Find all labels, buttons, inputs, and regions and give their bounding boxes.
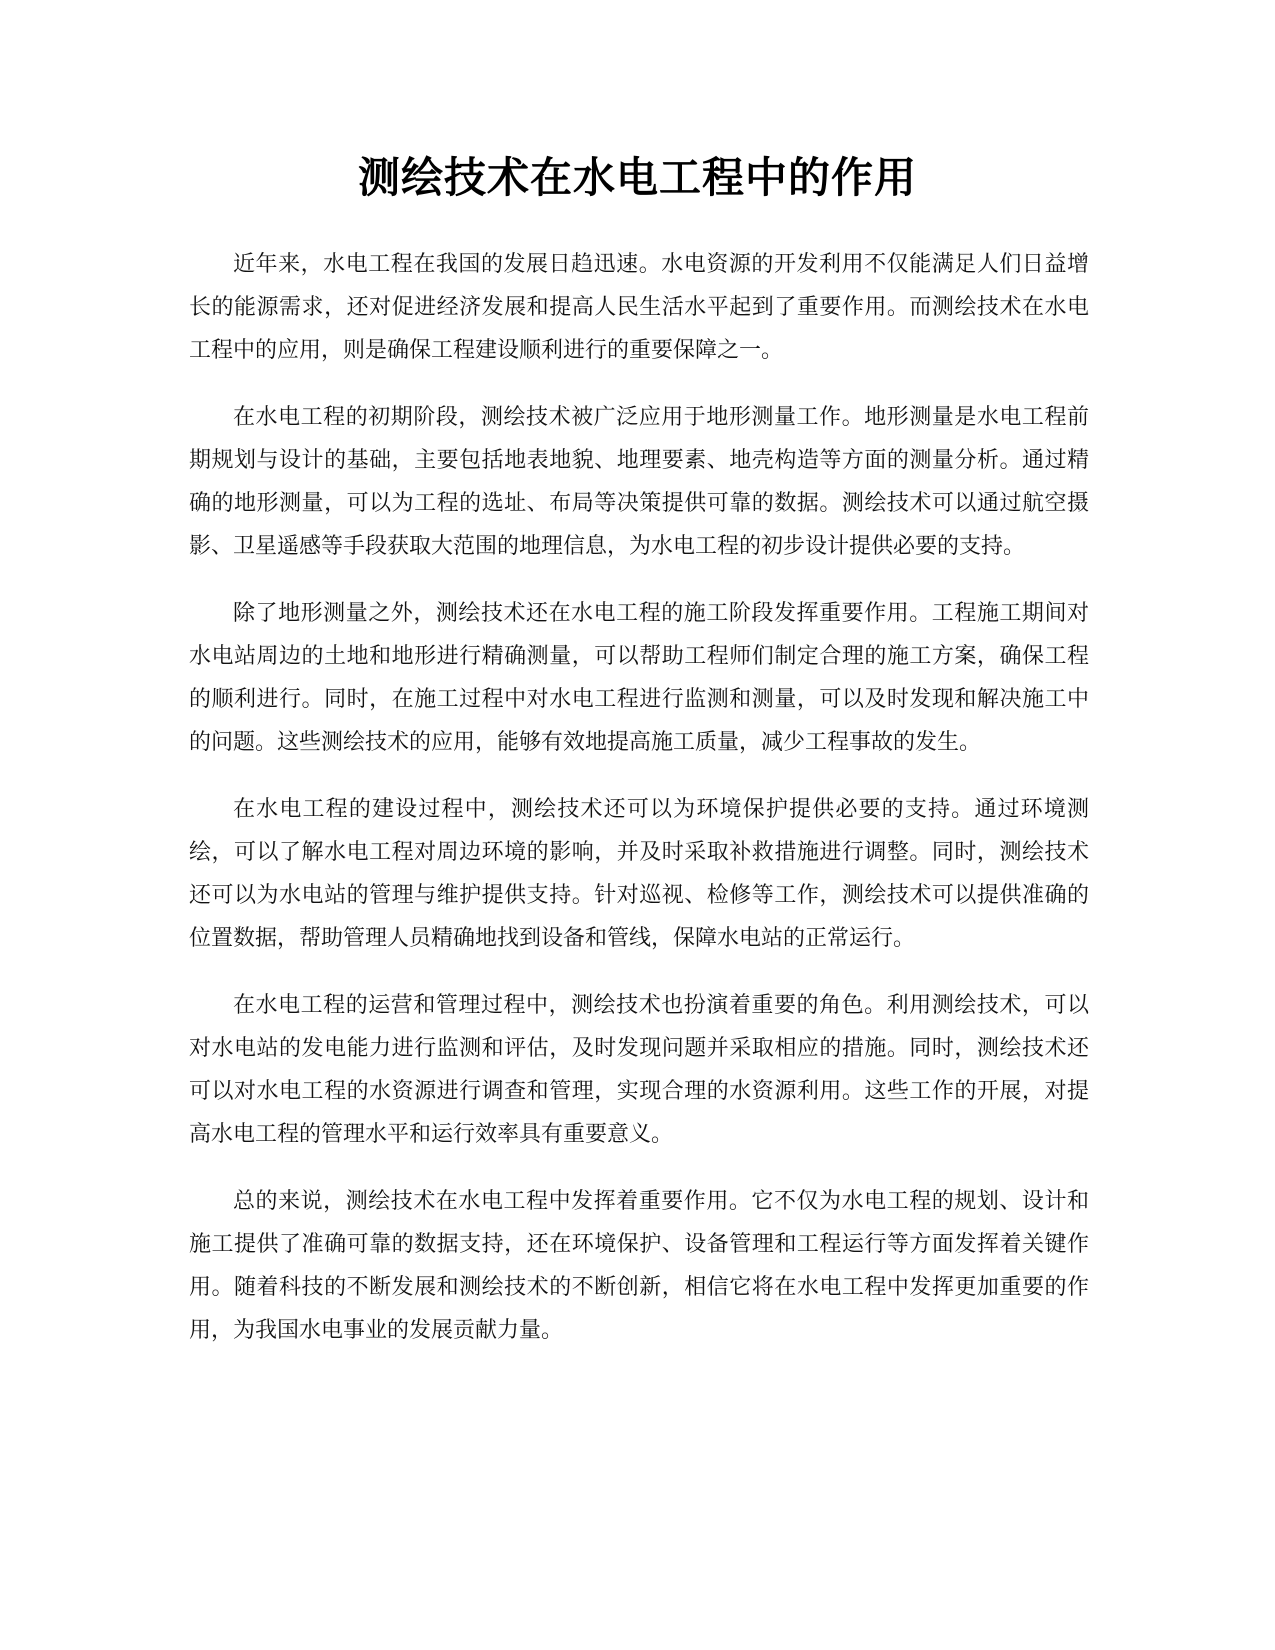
paragraph-1: 近年来，水电工程在我国的发展日趋迅速。水电资源的开发利用不仅能满足人们日益增长的能源需求，还对促进经济发展和提高人民生活水平起到了重要作用。而测绘技术在水电工程中的应用，则是确保工程建设顺利进行的重要保障之一。: [189, 252, 1089, 363]
document-title: 测绘技术在水电工程中的作用: [357, 153, 917, 202]
paragraph-2: 在水电工程的初期阶段，测绘技术被广泛应用于地形测量工作。地形测量是水电工程前期规划与设计的基础，主要包括地表地貌、地理要素、地壳构造等方面的测量分析。通过精确的地形测量，可以为工程的选址、布局等决策提供可靠的数据。测绘技术可以通过航空摄影、卫星遥感等手段获取大范围的地理信息，为水电工程的初步设计提供必要的支持。: [189, 405, 1089, 559]
paragraph-5: 在水电工程的运营和管理过程中，测绘技术也扮演着重要的角色。利用测绘技术，可以对水电站的发电能力进行监测和评估，及时发现问题并采取相应的措施。同时，测绘技术还可以对水电工程的水资源进行调查和管理，实现合理的水资源利用。这些工作的开展，对提高水电工程的管理水平和运行效率具有重要意义。: [189, 993, 1089, 1147]
paragraph-6: 总的来说，测绘技术在水电工程中发挥着重要作用。它不仅为水电工程的规划、设计和施工提供了准确可靠的数据支持，还在环境保护、设备管理和工程运行等方面发挥着关键作用。随着科技的不断发展和测绘技术的不断创新，相信它将在水电工程中发挥更加重要的作用，为我国水电事业的发展贡献力量。: [189, 1189, 1089, 1343]
document-body: [189, 243, 1089, 1376]
paragraph-3: 除了地形测量之外，测绘技术还在水电工程的施工阶段发挥重要作用。工程施工期间对水电站周边的土地和地形进行精确测量，可以帮助工程师们制定合理的施工方案，确保工程的顺利进行。同时，在施工过程中对水电工程进行监测和测量，可以及时发现和解决施工中的问题。这些测绘技术的应用，能够有效地提高施工质量，减少工程事故的发生。: [189, 601, 1089, 755]
paragraph-4: 在水电工程的建设过程中，测绘技术还可以为环境保护提供必要的支持。通过环境测绘，可以了解水电工程对周边环境的影响，并及时采取补救措施进行调整。同时，测绘技术还可以为水电站的管理与维护提供支持。针对巡视、检修等工作，测绘技术可以提供准确的位置数据，帮助管理人员精确地找到设备和管线，保障水电站的正常运行。: [189, 797, 1089, 951]
